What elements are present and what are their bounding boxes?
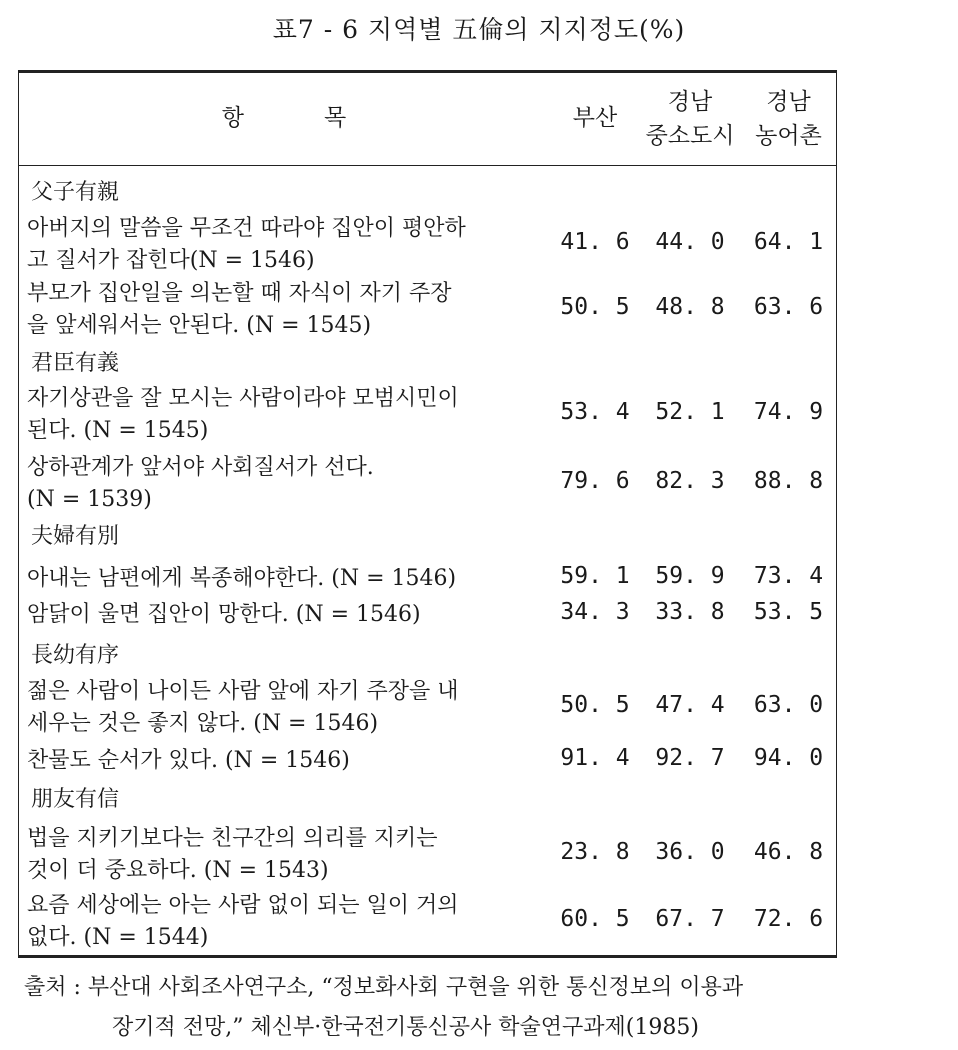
value-gyeongnam-rural: 72. 6 [753, 906, 824, 932]
table-header [19, 73, 836, 165]
row-text-line2: (N = 1539) [27, 487, 152, 512]
row-text [27, 823, 547, 887]
source-line2: 장기적 전망,” 체신부·한국전기통신공사 학술연구과제(1985) [112, 1015, 699, 1040]
row-text-line2: 을 앞세워서는 안된다. (N = 1545) [27, 313, 372, 338]
data-table [18, 70, 837, 958]
row-text [27, 383, 547, 447]
source-line1: 출처 : 부산대 사회조사연구소, “정보화사회 구현을 위한 통신정보의 이용과 [24, 975, 744, 1000]
value-gyeongnam-rural: 63. 0 [753, 692, 824, 718]
header-gyeongnam-city [641, 85, 739, 153]
value-busan: 50. 5 [560, 692, 630, 718]
value-gyeongnam-rural: 73. 4 [753, 563, 824, 589]
row-text-line1: 상하관계가 앞서야 사회질서가 선다. [27, 455, 374, 480]
value-gyeongnam-city: 47. 4 [655, 692, 725, 718]
value-gyeongnam-city: 59. 9 [655, 563, 725, 589]
value-busan: 79. 6 [560, 468, 630, 494]
row-text-line1: 요즘 세상에는 아는 사람 없이 되는 일이 거의 [27, 893, 459, 918]
header-gyeongnam-city-line2: 중소도시 [645, 123, 735, 149]
row-text-line1: 아버지의 말씀을 무조건 따라야 집안이 평안하 [27, 216, 466, 241]
header-gyeongnam-city-line1: 경남 [667, 89, 713, 115]
value-gyeongnam-rural: 74. 9 [753, 399, 824, 425]
value-busan: 34. 3 [560, 599, 630, 625]
value-busan: 91. 4 [560, 745, 630, 771]
value-gyeongnam-city: 52. 1 [655, 399, 725, 425]
row-text [27, 676, 547, 740]
row-text [27, 452, 547, 516]
value-gyeongnam-city: 48. 8 [655, 294, 725, 320]
row-text-line1: 부모가 집안일을 의논할 때 자식이 자기 주장 [27, 281, 452, 306]
row-text-line2: 고 질서가 잡힌다(N = 1546) [27, 248, 315, 273]
value-gyeongnam-city: 67. 7 [655, 906, 725, 932]
row-text-line1: 법을 지키기보다는 친구간의 의리를 지키는 [27, 826, 438, 851]
header-item-label-b: 목 [324, 105, 347, 131]
value-busan: 60. 5 [560, 906, 630, 932]
category-label: 夫婦有別 [31, 524, 120, 549]
header-busan: 부산 [572, 105, 618, 131]
value-busan: 59. 1 [560, 563, 630, 589]
source-note [24, 968, 924, 1048]
header-gyeongnam-rural-line2: 농어촌 [755, 123, 822, 149]
row-text-line1: 찬물도 순서가 있다. (N = 1546) [27, 748, 350, 773]
value-gyeongnam-city: 36. 0 [655, 839, 725, 865]
header-gyeongnam-rural [739, 85, 838, 153]
value-gyeongnam-rural: 46. 8 [753, 839, 824, 865]
row-text [27, 745, 547, 777]
row-text [27, 890, 547, 954]
value-gyeongnam-rural: 63. 6 [753, 294, 824, 320]
table-title: 표7 - 6 지역별 五倫의 지지정도(%) [272, 15, 686, 44]
value-gyeongnam-rural: 53. 5 [753, 599, 824, 625]
value-busan: 23. 8 [560, 839, 630, 865]
row-text-line2: 없다. (N = 1544) [27, 925, 209, 950]
category-label: 朋友有信 [31, 787, 120, 812]
category-label: 長幼有序 [31, 643, 120, 668]
row-text-line2: 된다. (N = 1545) [27, 418, 209, 443]
value-gyeongnam-city: 82. 3 [655, 468, 725, 494]
value-busan: 50. 5 [560, 294, 630, 320]
value-gyeongnam-city: 44. 0 [655, 229, 725, 255]
category-label: 父子有親 [31, 180, 120, 205]
row-text-line1: 아내는 남편에게 복종해야한다. (N = 1546) [27, 566, 457, 591]
row-text [27, 278, 547, 342]
value-busan: 53. 4 [560, 399, 630, 425]
value-gyeongnam-rural: 64. 1 [753, 229, 824, 255]
value-gyeongnam-rural: 94. 0 [753, 745, 824, 771]
row-text-line1: 젊은 사람이 나이든 사람 앞에 자기 주장을 내 [27, 679, 459, 704]
row-text [27, 213, 547, 277]
value-busan: 41. 6 [560, 229, 630, 255]
row-text-line1: 암닭이 울면 집안이 망한다. (N = 1546) [27, 602, 421, 627]
row-text-line2: 것이 더 중요하다. (N = 1543) [27, 858, 329, 883]
row-text [27, 599, 547, 631]
value-gyeongnam-city: 33. 8 [655, 599, 725, 625]
value-gyeongnam-rural: 88. 8 [753, 468, 824, 494]
value-gyeongnam-city: 92. 7 [655, 745, 725, 771]
header-item-label-a: 항 [221, 105, 244, 131]
row-text-line2: 세우는 것은 좋지 않다. (N = 1546) [27, 711, 379, 736]
header-item [19, 101, 549, 135]
row-text [27, 563, 547, 595]
category-label: 君臣有義 [31, 351, 120, 376]
header-gyeongnam-rural-line1: 경남 [766, 89, 811, 115]
header-divider [19, 165, 836, 166]
row-text-line1: 자기상관을 잘 모시는 사람이라야 모범시민이 [27, 386, 459, 411]
